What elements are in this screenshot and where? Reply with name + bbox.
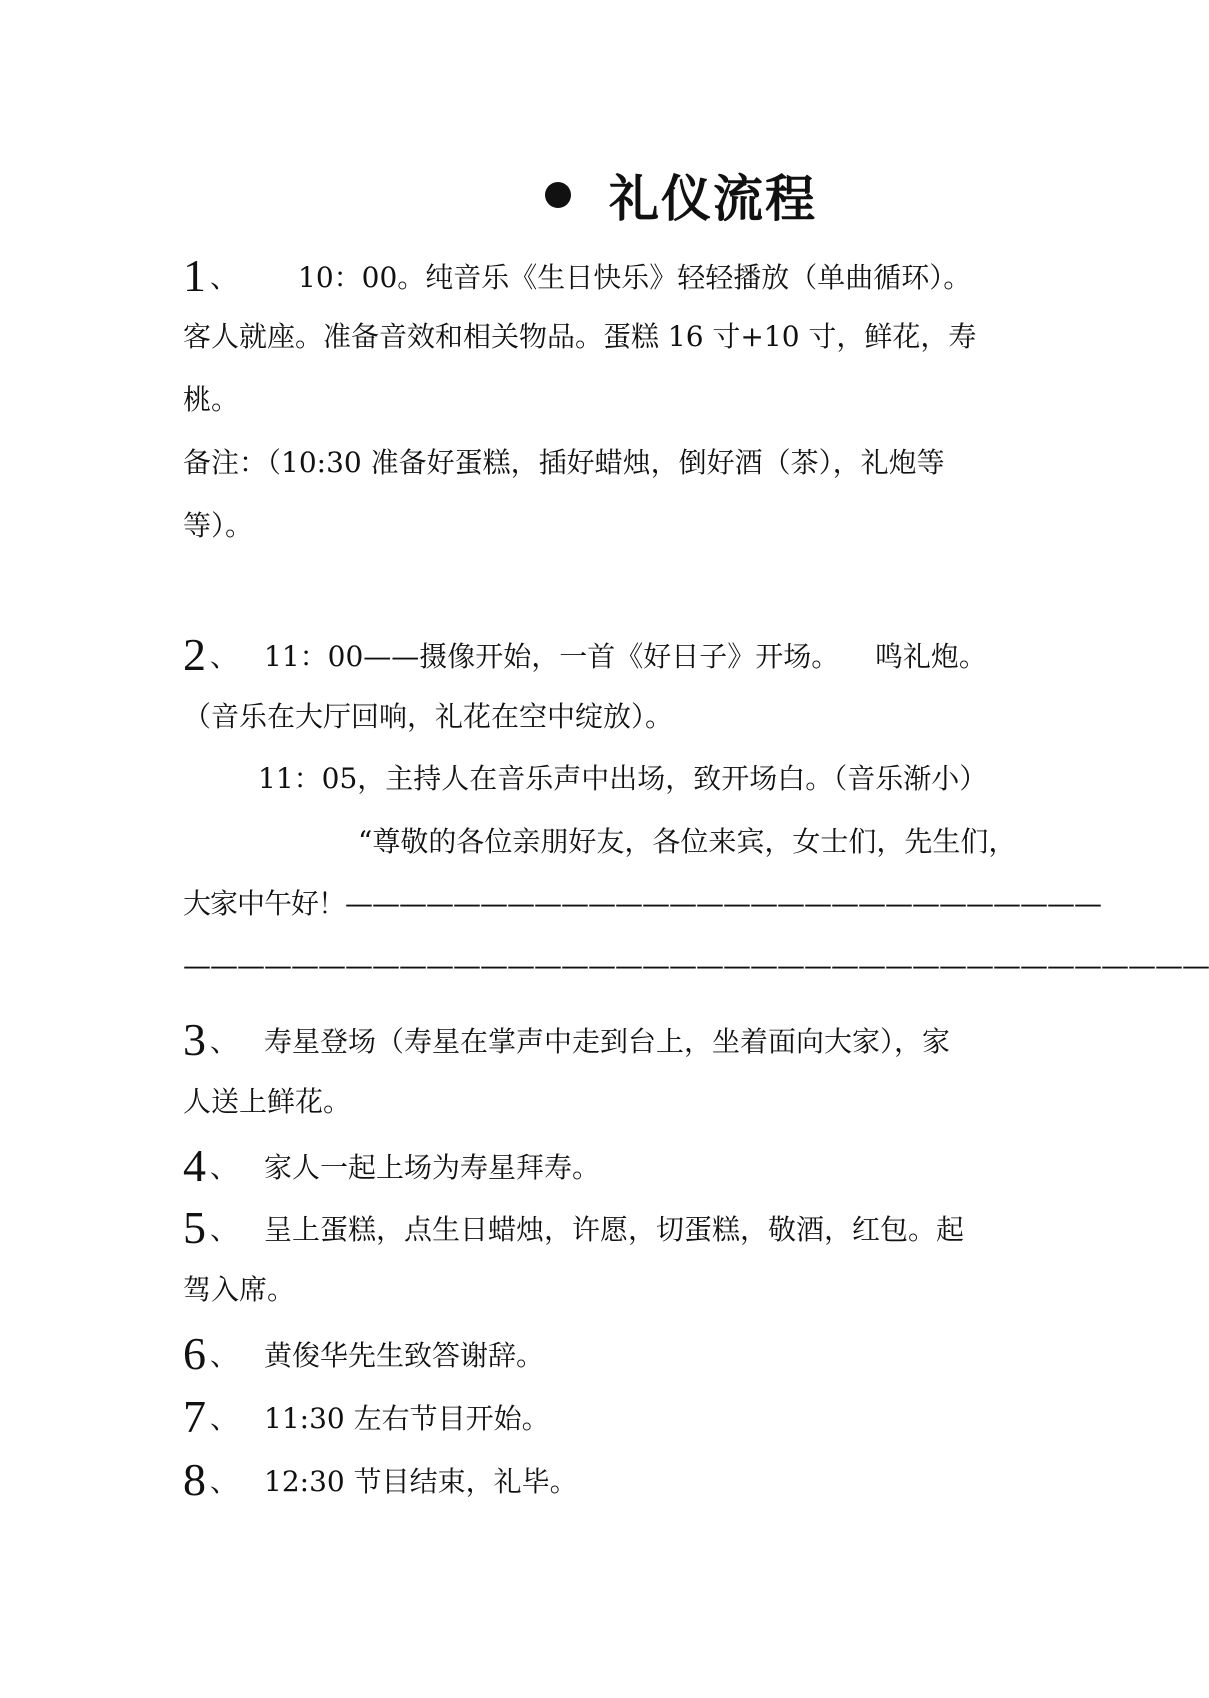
item-1-note-line-2: 等）。 [183,509,254,542]
item-2-speech-line-1: “尊敬的各位亲朋好友，各位来宾，女士们，先生们， [358,825,1017,858]
item-6-number: 6 [183,1328,206,1379]
item-2-line-2: （音乐在大厅回响，礼花在空中绽放）。 [183,700,674,733]
item-4-separator: 、 [210,1151,239,1184]
item-3-line-1 [183,1014,1033,1065]
page-title [545,160,817,230]
item-1-note-line-1: 备注：（10:30 准备好蛋糕，插好蜡烛，倒好酒（茶），礼炮等 [183,446,945,479]
item-5-line-2: 驾入席。 [183,1273,296,1306]
page-title-text: 礼仪流程 [609,170,817,228]
item-5-text: 呈上蛋糕，点生日蜡烛，许愿，切蛋糕，敬酒，红包。起 [264,1213,965,1246]
item-6-text: 黄俊华先生致答谢辞。 [264,1339,545,1372]
item-8-separator: 、 [210,1465,239,1498]
item-5-line-1 [183,1202,1033,1253]
item-7-separator: 、 [210,1402,239,1435]
item-4-line-1 [183,1140,1033,1191]
item-3-separator: 、 [210,1025,239,1058]
item-7-number: 7 [183,1391,206,1442]
item-6-line-1 [183,1328,1033,1379]
item-2-separator: 、 [210,640,239,673]
item-2-number: 2 [183,629,206,680]
item-1-number: 1 [183,250,206,301]
item-3-number: 3 [183,1014,206,1065]
item-8-line-1 [183,1454,1033,1505]
item-1-line-2: 客人就座。准备音效和相关物品。蛋糕 16 寸+10 寸，鲜花，寿 [183,320,977,353]
item-3-line-2: 人送上鲜花。 [183,1085,352,1118]
item-2-speech-line-2: 大家中午好！———————————————————————————— [183,887,1102,920]
item-3-text: 寿星登场（寿星在掌声中走到台上，坐着面向大家），家 [264,1025,951,1058]
item-2-text: 11：00——摄像开始，一首《好日子》开场。 鸣礼炮。 [264,640,987,673]
item-1-text: 10：00。纯音乐《生日快乐》轻轻播放（单曲循环）。 [298,261,972,294]
item-8-number: 8 [183,1454,206,1505]
item-1-line-1 [183,250,1033,301]
item-5-separator: 、 [210,1213,239,1246]
bullet-icon [545,182,571,208]
item-2-line-1 [183,629,1033,680]
item-1-line-3: 桃。 [183,383,240,416]
item-2-speech-line-3: —————————————————————————————————————— [183,949,1209,982]
item-1-separator: 、 [210,261,239,294]
item-6-separator: 、 [210,1339,239,1372]
item-5-number: 5 [183,1202,206,1253]
item-2-host-line: 11：05，主持人在音乐声中出场，致开场白。（音乐渐小） [258,762,988,795]
item-7-line-1 [183,1391,1033,1442]
item-8-text: 12:30 节目结束，礼毕。 [264,1465,578,1498]
item-4-text: 家人一起上场为寿星拜寿。 [264,1151,601,1184]
item-7-text: 11:30 左右节目开始。 [264,1402,550,1435]
item-4-number: 4 [183,1140,206,1191]
